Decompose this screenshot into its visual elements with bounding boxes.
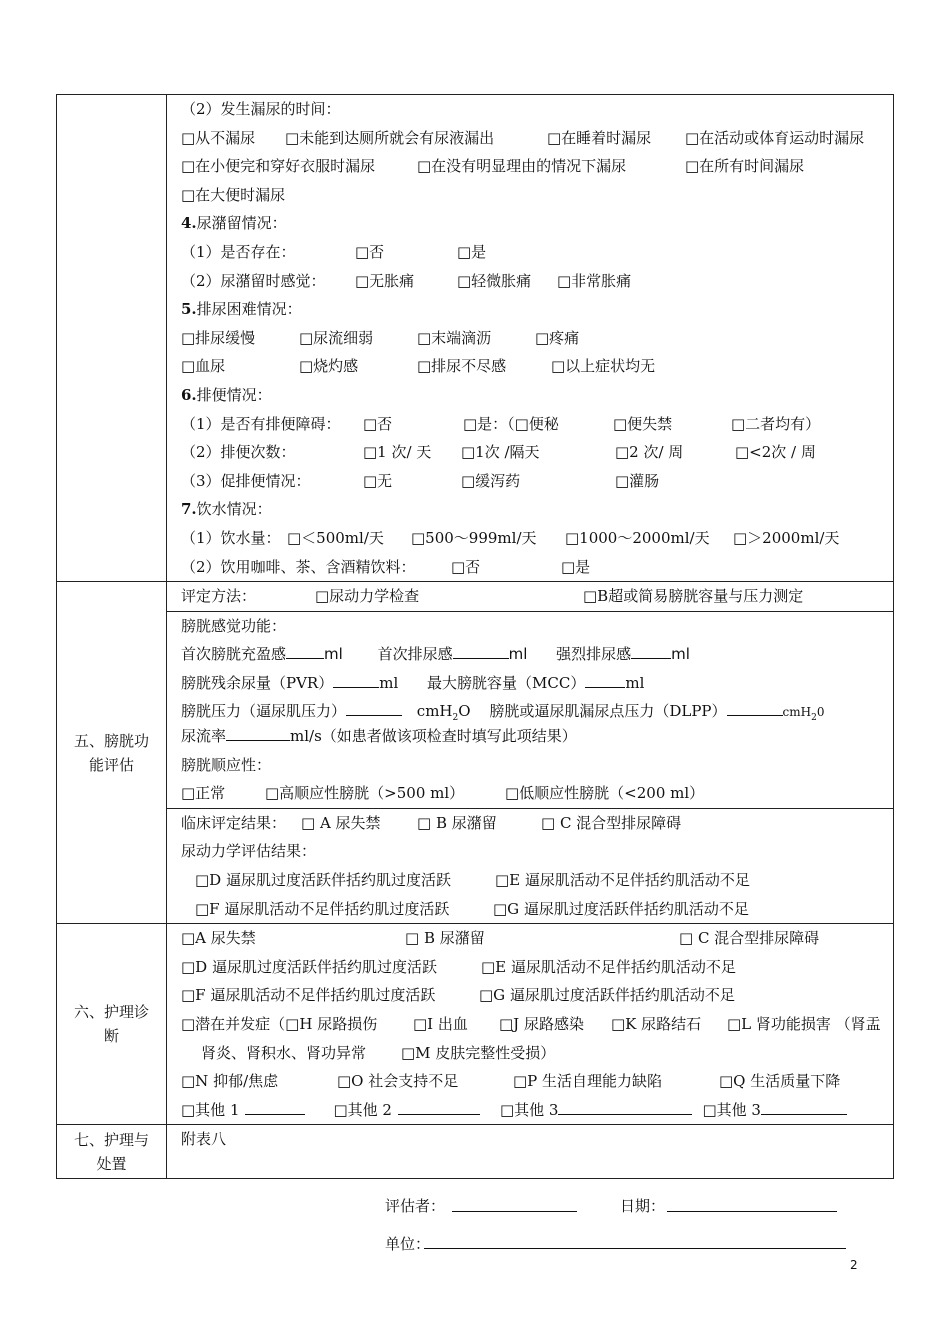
- compliance-title: 膀胱顺应性：: [181, 755, 272, 774]
- retention-no-pain[interactable]: □无胀痛: [355, 271, 415, 290]
- flow-line: 尿流率 ml/s（如患者做该项检查时填写此项结果）: [167, 722, 893, 751]
- clinical-b[interactable]: □ B 尿潴留: [417, 813, 497, 832]
- water-title: 7.饮水情况：: [181, 500, 272, 519]
- option-exercise[interactable]: □在活动或体育运动时漏尿: [685, 128, 865, 147]
- flow-rate-field[interactable]: [226, 724, 290, 741]
- difficulty-burning[interactable]: □烧灼感: [299, 357, 359, 376]
- pvr-field[interactable]: [333, 671, 379, 688]
- diagnosis-h[interactable]: □潜在并发症（□H 尿路损伤: [181, 1015, 378, 1033]
- other-3b[interactable]: □其他 3: [702, 1100, 761, 1119]
- clinical-line: 临床评定结果： □ A 尿失禁 □ B 尿潴留 □ C 混合型排尿障碍: [167, 809, 893, 838]
- diagnosis-q[interactable]: □Q 生活质量下降: [719, 1072, 841, 1091]
- drinks-yes[interactable]: □是: [561, 557, 591, 576]
- difficulty-pain[interactable]: □疼痛: [535, 328, 580, 347]
- water-1000-2000[interactable]: □1000～2000ml/天: [565, 528, 710, 547]
- bowel-incontinence[interactable]: □便失禁: [613, 414, 673, 433]
- aid-none[interactable]: □无: [363, 471, 393, 490]
- leak-time-title: （2）发生漏尿的时间：: [181, 100, 341, 118]
- section-7-content: [167, 1125, 894, 1179]
- bowel-frequency-line: （2）排便次数： □1 次/ 天 □1次 /隔天 □2 次/ 周 □<2次 / 周: [167, 438, 893, 467]
- bowel-title: 6.排便情况：: [181, 385, 272, 404]
- difficulty-hematuria[interactable]: □血尿: [181, 357, 226, 376]
- section-7-label: 七、护理与 处置: [57, 1125, 167, 1179]
- compliance-line: [167, 779, 893, 808]
- diagnosis-p[interactable]: □P 生活自理能力缺陷: [513, 1072, 663, 1091]
- other-1-field[interactable]: [245, 1098, 305, 1115]
- option-sleeping[interactable]: □在睡着时漏尿: [547, 128, 652, 147]
- appendix-reference: 附表八: [181, 1130, 227, 1149]
- sensation-line: 首次膀胱充盈感 ml 首次排尿感 ml 强烈排尿感 ml: [167, 640, 893, 669]
- other-3[interactable]: □其他 3: [499, 1100, 559, 1119]
- sensation-title: 膀胱感觉功能：: [181, 616, 287, 635]
- drinks-line: （2）饮用咖啡、茶、含酒精饮料： □否 □是: [167, 553, 893, 582]
- diagnosis-n[interactable]: □N 抑郁/焦虑: [181, 1072, 279, 1091]
- detrusor-pressure-field[interactable]: [346, 699, 402, 716]
- aid-laxative[interactable]: □缓泻药: [461, 471, 521, 490]
- option-no-reason[interactable]: □在没有明显理由的情况下漏尿: [417, 157, 627, 176]
- date-field[interactable]: [667, 1211, 837, 1212]
- diagnosis-e[interactable]: □E 逼尿肌活动不足伴括约肌活动不足: [481, 957, 736, 976]
- section-6-row: [57, 924, 894, 1125]
- strong-void-field[interactable]: [631, 642, 671, 659]
- difficulty-none[interactable]: □以上症状均无: [551, 357, 656, 376]
- retention-slight-pain[interactable]: □轻微胀痛: [457, 271, 532, 290]
- diagnosis-m[interactable]: □M 皮肤完整性受损）: [401, 1043, 556, 1062]
- diagnosis-line-4: [167, 1010, 893, 1039]
- retention-yes[interactable]: □是: [457, 242, 487, 261]
- diagnosis-c[interactable]: □ C 混合型排尿障碍: [679, 929, 820, 948]
- option-during-defecation[interactable]: □在大便时漏尿: [181, 185, 286, 204]
- diagnosis-d[interactable]: □D 逼尿肌过度活跃伴括约肌过度活跃: [181, 957, 437, 976]
- urodynamic-e[interactable]: □E 逼尿肌活动不足伴括约肌活动不足: [495, 871, 750, 890]
- option-after-urinating[interactable]: □在小便完和穿好衣服时漏尿: [181, 157, 376, 176]
- bowel-aid-line: （3）促排便情况： □无 □缓泻药 □灌肠: [167, 467, 893, 496]
- urodynamic-d[interactable]: □D 逼尿肌过度活跃伴括约肌过度活跃: [195, 871, 451, 890]
- method-line: 评定方法： □尿动力学检查 □B超或简易膀胱容量与压力测定: [167, 582, 893, 611]
- retention-no[interactable]: □否: [355, 242, 385, 261]
- other-1[interactable]: □其他 1: [181, 1100, 240, 1119]
- unit-field[interactable]: [424, 1248, 846, 1249]
- diagnosis-k[interactable]: □K 尿路结石: [611, 1015, 702, 1033]
- urodynamic-line-2: [167, 895, 893, 924]
- diagnosis-line-2: [167, 953, 893, 982]
- difficulty-slow[interactable]: □排尿缓慢: [181, 328, 256, 347]
- leak-time-line-3: [167, 181, 893, 210]
- option-before-toilet[interactable]: □未能到达厕所就会有尿液漏出: [285, 128, 495, 147]
- assessor-label: 评估者：: [385, 1197, 446, 1215]
- method-urodynamic[interactable]: □尿动力学检查: [315, 587, 420, 606]
- leak-time-line-1: [167, 124, 893, 153]
- section-4-content: [167, 95, 894, 582]
- difficulty-dribble[interactable]: □末端滴沥: [417, 328, 492, 347]
- diagnosis-line-6: [167, 1096, 893, 1125]
- diagnosis-f[interactable]: □F 逼尿肌活动不足伴括约肌过度活跃: [181, 986, 436, 1005]
- date-label: 日期：: [620, 1197, 666, 1215]
- section-4-label: [57, 95, 167, 582]
- water-over-2000[interactable]: □＞2000ml/天: [733, 528, 840, 547]
- difficulty-incomplete[interactable]: □排尿不尽感: [417, 357, 507, 376]
- retention-severe-pain[interactable]: □非常胀痛: [557, 271, 632, 290]
- clinical-c[interactable]: □ C 混合型排尿障碍: [541, 813, 682, 832]
- freq-twice-week[interactable]: □2 次/ 周: [615, 443, 684, 462]
- section-6-content: [167, 924, 894, 1125]
- water-under-500[interactable]: □＜500ml/天: [287, 528, 384, 547]
- section-4-row: [57, 95, 894, 582]
- volume-line: 膀胱残余尿量（PVR） ml 最大膀胱容量（MCC） ml: [167, 669, 893, 698]
- clinical-a[interactable]: □ A 尿失禁: [301, 813, 381, 832]
- leak-time-line-2: [167, 152, 893, 181]
- difficulty-line-2: [167, 352, 893, 381]
- mcc-field[interactable]: [585, 671, 625, 688]
- bowel-disorder-no[interactable]: □否: [363, 414, 393, 433]
- urodynamic-title: 尿动力学评估结果：: [181, 842, 317, 861]
- method-ultrasound[interactable]: □B超或简易膀胱容量与压力测定: [583, 587, 804, 606]
- option-all-time[interactable]: □在所有时间漏尿: [685, 157, 805, 176]
- first-void-field[interactable]: [453, 642, 509, 659]
- section-6-label: 六、护理诊 断: [57, 924, 167, 1125]
- retention-title: 4.尿潴留情况：: [181, 214, 287, 233]
- other-3b-field[interactable]: [761, 1098, 847, 1115]
- compliance-normal[interactable]: □正常: [181, 784, 226, 803]
- other-2-field[interactable]: [398, 1098, 480, 1115]
- other-2[interactable]: □其他 2: [333, 1100, 392, 1119]
- diagnosis-line-4b: 肾炎、肾积水、肾功异常 □M 皮肤完整性受损）: [167, 1039, 893, 1068]
- urodynamic-g[interactable]: □G 逼尿肌过度活跃伴括约肌活动不足: [493, 899, 749, 918]
- bowel-disorder-line: （1）是否有排便障碍： □否 □是：（□便秘 □便失禁 □二者均有）: [167, 410, 893, 439]
- water-500-999[interactable]: □500～999ml/天: [411, 528, 537, 547]
- diagnosis-j[interactable]: □J 尿路感染: [499, 1015, 584, 1033]
- freq-alternate[interactable]: □1次 /隔天: [461, 443, 540, 462]
- drinks-no[interactable]: □否: [451, 557, 481, 576]
- form-table: [56, 94, 894, 1179]
- retention-feeling-line: （2）尿潴留时感觉： □无胀痛 □轻微胀痛 □非常胀痛: [167, 267, 893, 296]
- diagnosis-g[interactable]: □G 逼尿肌过度活跃伴括约肌活动不足: [479, 986, 735, 1005]
- urodynamic-line-1: [167, 866, 893, 895]
- diagnosis-i[interactable]: □I 出血: [413, 1015, 468, 1033]
- first-fill-field[interactable]: [286, 642, 324, 659]
- assessment-form: [56, 94, 894, 1179]
- diagnosis-line-1: [167, 924, 893, 953]
- bowel-constipation[interactable]: □是：（□便秘: [463, 414, 559, 433]
- difficulty-weak[interactable]: □尿流细弱: [299, 328, 374, 347]
- freq-less-twice-week[interactable]: □<2次 / 周: [735, 443, 816, 462]
- other-3-field[interactable]: [558, 1098, 692, 1115]
- diagnosis-a[interactable]: □A 尿失禁: [181, 929, 256, 948]
- dlpp-field[interactable]: [727, 699, 783, 716]
- diagnosis-line-5: [167, 1067, 893, 1096]
- compliance-high[interactable]: □高顺应性膀胱（>500 ml）: [265, 784, 465, 803]
- page-number: 2: [850, 1258, 858, 1272]
- compliance-low[interactable]: □低顺应性膀胱（<200 ml）: [505, 784, 705, 803]
- diagnosis-line-3: [167, 981, 893, 1010]
- section-5-row: [57, 582, 894, 924]
- difficulty-title: 5.排尿困难情况：: [181, 300, 302, 319]
- unit-label: 单位：: [385, 1235, 431, 1253]
- assessor-field[interactable]: [452, 1211, 577, 1212]
- diagnosis-l[interactable]: □L 肾功能损害 （肾盂: [727, 1015, 881, 1033]
- section-7-row: [57, 1125, 894, 1179]
- water-amount-line: （1）饮水量： □＜500ml/天 □500～999ml/天 □1000～2000ml/天 □＞2000ml/天: [167, 524, 893, 553]
- section-5-label: 五、膀胱功 能评估: [57, 582, 167, 924]
- diagnosis-o[interactable]: □O 社会支持不足: [337, 1072, 459, 1091]
- bowel-both[interactable]: □二者均有）: [731, 414, 821, 433]
- aid-enema[interactable]: □灌肠: [615, 471, 660, 490]
- retention-exists-line: （1）是否存在： □否 □是: [167, 238, 893, 267]
- diagnosis-b[interactable]: □ B 尿潴留: [405, 929, 485, 948]
- pressure-line: 膀胱压力（逼尿肌压力） cmH2O 膀胱或逼尿肌漏尿点压力（DLPP） cmH20: [167, 697, 893, 726]
- section-5-content: [167, 582, 894, 924]
- difficulty-line-1: [167, 324, 893, 353]
- urodynamic-f[interactable]: □F 逼尿肌活动不足伴括约肌过度活跃: [195, 899, 450, 918]
- freq-daily[interactable]: □1 次/ 天: [363, 443, 432, 462]
- option-never-leak[interactable]: □从不漏尿: [181, 128, 256, 147]
